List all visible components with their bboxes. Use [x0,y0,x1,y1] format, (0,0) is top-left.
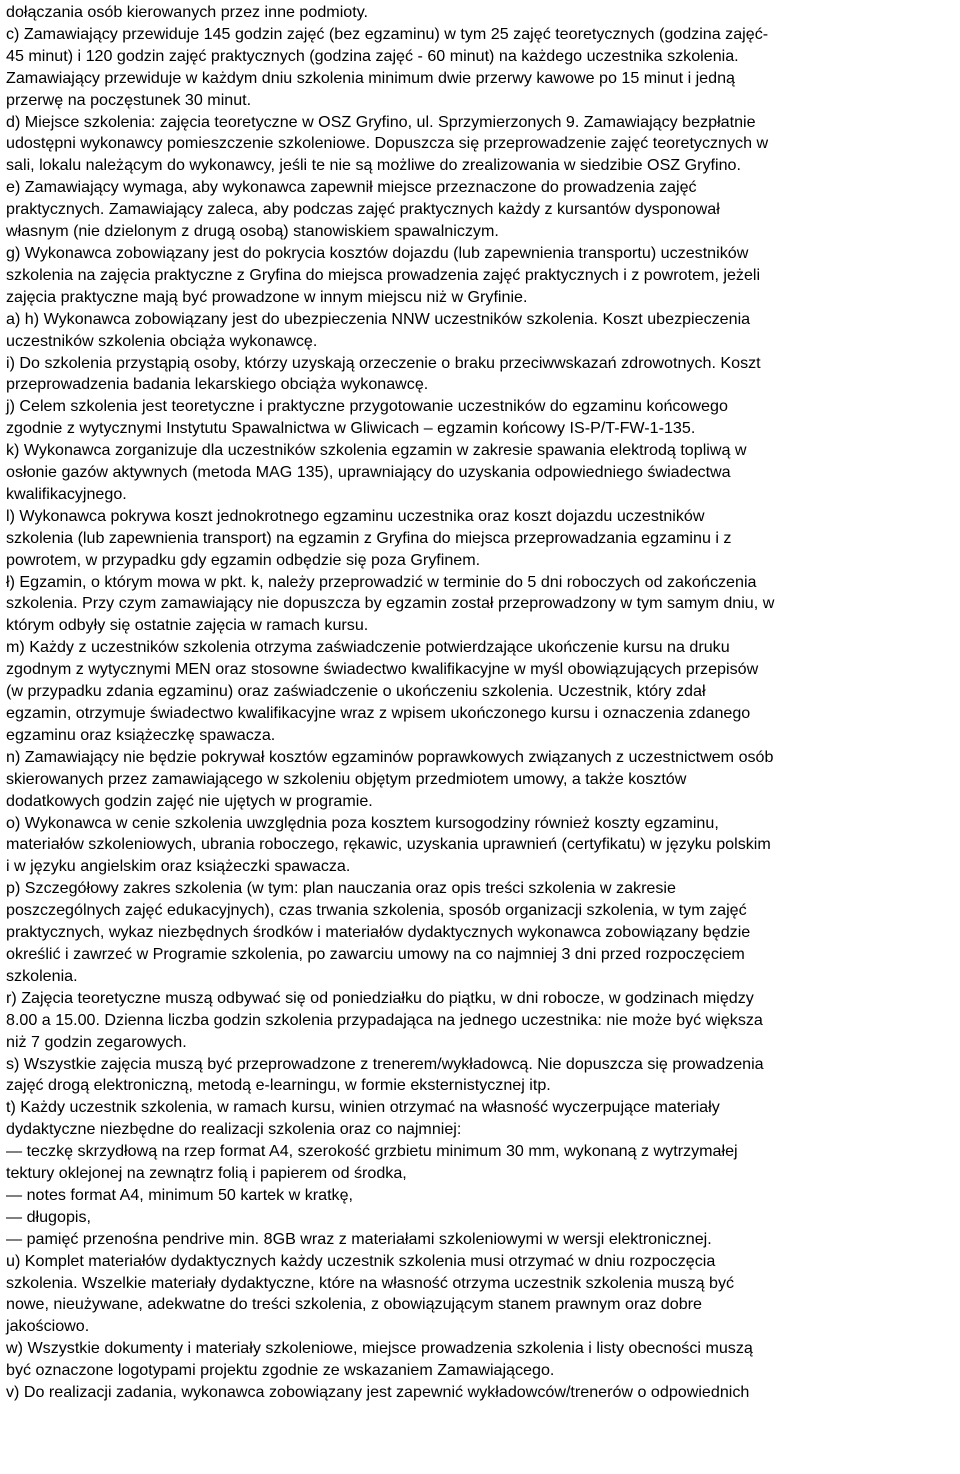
paragraph-h-insurance: a) h) Wykonawca zobowiązany jest do ubezpieczenia NNW uczestników szkolenia. Koszt ubezpieczenia uczestników szkolenia obciąża wykonawcę. [6,309,751,350]
paragraph-v-trainers: v) Do realizacji zadania, wykonawca zobowiązany jest zapewnić wykładowców/trenerów o odpowiednich [6,1383,750,1402]
paragraph-o-price-scope: o) Wykonawca w cenie szkolenia uwzględnia poza kosztem kursogodziny również koszty egzaminu, materiałów szkoleniowych, ubrania roboczego, rękawic, uzyskania uprawnień (certyfikatu) w języku polskim i w języku angielskim oraz książeczki spawacza. [6,813,771,876]
list-item-pendrive: — pamięć przenośna pendrive min. 8GB wraz z materiałami szkoleniowymi w wersji elektronicznej. [6,1229,712,1248]
paragraph-u-materials-set: u) Komplet materiałów dydaktycznych każdy uczestnik szkolenia musi otrzymać w dniu rozpoczęcia szkolenia. Wszelkie materiały dydaktyczne, które na własność otrzyma uczestnik szkolenia muszą być nowe, nieużywane, adekwatne do treści szkolenia, z obowiązującym stanem prawnym oraz dobre jakościowo. [6,1251,735,1336]
paragraph-g-transport: g) Wykonawca zobowiązany jest do pokrycia kosztów dojazdu (lub zapewnienia transportu) uczestników szkolenia na zajęcia praktyczne z Gryfina do miejsca prowadzenia zajęć praktycznych i z powrotem, jeżeli zajęcia praktyczne mają być prowadzone w innym miejscu niż w Gryfinie. [6,243,761,306]
document-page [6,2,956,1404]
paragraph-w-logos: w) Wszystkie dokumenty i materiały szkoleniowe, miejsce prowadzenia szkolenia i listy obecności muszą być oznaczone logotypami projektu zgodnie ze wskazaniem Zamawiającego. [6,1339,753,1380]
paragraph-m-certificate: m) Każdy z uczestników szkolenia otrzyma zaświadczenie potwierdzające ukończenie kursu na druku zgodnym z wytycznymi MEN oraz stosowne świadectwo kwalifikacyjne w myśl obowiązujących przepisów (w przypadku zdania egzaminu) oraz zaświadczenie o ukończeniu szkolenia. Uczestnik, który zdał egzamin, otrzymuje świadectwo kwalifikacyjne wraz z wpisem ukończonego kursu i oznaczenia zdanego egzaminu oraz książeczkę spawacza. [6,638,759,744]
paragraph-r-schedule: r) Zajęcia teoretyczne muszą odbywać się od poniedziałku do piątku, w dni robocze, w godzinach między 8.00 a 15.00. Dzienna liczba godzin szkolenia przypadająca na jednego uczestnika: nie może być większa niż 7 godzin zegarowych. [6,988,763,1051]
paragraph-t-materials: t) Każdy uczestnik szkolenia, w ramach kursu, winien otrzymać na własność wyczerpujące materiały dydaktyczne niezbędne do realizacji szkolenia oraz co najmniej: [6,1098,720,1139]
paragraph-n-retake-costs: n) Zamawiający nie będzie pokrywał kosztów egzaminów poprawkowych związanych z uczestnictwem osób skierowanych przez zamawiającego w szkoleniu objętym przedmiotem umowy, a także kosztów dodatkowych godzin zajęć nie ujętych w programie. [6,747,774,810]
paragraph-e-practical-place: e) Zamawiający wymaga, aby wykonawca zapewnił miejsce przeznaczone do prowadzenia zajęć praktycznych. Zamawiający zaleca, aby podczas zajęć praktycznych każdy z kursantów dysponował własnym (nie dzielonym z drugą osobą) stanowiskiem spawalniczym. [6,178,720,241]
paragraph-l-stroke-exam-date: ł) Egzamin, o którym mowa w pkt. k, należy przeprowadzić w terminie do 5 dni roboczych od zakończenia szkolenia. Przy czym zamawiający nie dopuszcza by egzamin został przeprowadzony w tym samym dniu, w którym odbyły się ostatnie zajęcia w ramach kursu. [6,572,775,635]
list-item-folder: — teczkę skrzydłową na rzep format A4, szerokość grzbietu minimum 30 mm, wykonaną z wytrzymałej tektury oklejonej na zewnątrz folią i papierem od środka, [6,1142,738,1183]
list-item-pen: — długopis, [6,1207,91,1226]
paragraph-i-medical: i) Do szkolenia przystąpią osoby, którzy uzyskają orzeczenie o braku przeciwwskazań zdrowotnych. Koszt przeprowadzenia badania lekarskiego obciąża wykonawcę. [6,353,761,394]
paragraph-c-training-hours: c) Zamawiający przewiduje 145 godzin zajęć (bez egzaminu) w tym 25 zajęć teoretycznych (godzina zajęć- 45 minut) i 120 godzin zajęć praktycznych (godzina zajęć - 60 minut) na każdego uczestnika szkolenia. Zamawiający przewiduje w każdym dniu szkolenia minimum dwie przerwy kawowe po 15 minut i jedną przerwę na poczęstunek 30 minut. [6,24,769,109]
list-item-notebook: — notes format A4, minimum 50 kartek w kratkę, [6,1185,354,1204]
paragraph-p-program: p) Szczegółowy zakres szkolenia (w tym: plan nauczania oraz opis treści szkolenia w zakresie poszczególnych zajęć edukacyjnych), czas trwania szkolenia, sposób organizacji szkolenia, w tym zajęć praktycznych, wykaz niezbędnych środków i materiałów dydaktycznych wykonawca zobowiązany będzie określić i zawrzeć w Programie szkolenia, po zawarciu umowy na co najmniej 3 dni przed rozpoczęciem szkolenia. [6,879,751,985]
paragraph-k-exam: k) Wykonawca zorganizuje dla uczestników szkolenia egzamin w zakresie spawania elektrodą topliwą w osłonie gazów aktywnych (metoda MAG 135), uprawniający do uzyskania odpowiedniego świadectwa kwalifikacyjnego. [6,441,747,503]
paragraph-s-trainer: s) Wszystkie zajęcia muszą być przeprowadzone z trenerem/wykładowcą. Nie dopuszcza się prowadzenia zajęć drogą elektroniczną, metodą e-learningu, w formie eksternistycznej itp. [6,1054,764,1095]
paragraph-l-exam-cost: l) Wykonawca pokrywa koszt jednokrotnego egzaminu uczestnika oraz koszt dojazdu uczestników szkolenia (lub zapewnienia transport) na egzamin z Gryfina do miejsca przeprowadzania egzaminu i z powrotem, w przypadku gdy egzamin odbędzie się poza Gryfinem. [6,506,732,569]
paragraph-continuation: dołączania osób kierowanych przez inne podmioty. [6,3,369,21]
paragraph-d-training-location: d) Miejsce szkolenia: zajęcia teoretyczne w OSZ Gryfino, ul. Sprzymierzonych 9. Zamawiający bezpłatnie udostępni wykonawcy pomieszczenie szkoleniowe. Dopuszcza się przeprowadzenie zajęć teoretycznych w sali, lokalu należącym do wykonawcy, jeśli te nie są możliwe do zrealizowania w siedzibie OSZ Gryfino. [6,112,769,175]
paragraph-j-goal: j) Celem szkolenia jest teoretyczne i praktyczne przygotowanie uczestników do egzaminu końcowego zgodnie z wytycznymi Instytutu Spawalnictwa w Gliwicach – egzamin końcowy IS-P/T-FW-1-135. [6,397,728,438]
